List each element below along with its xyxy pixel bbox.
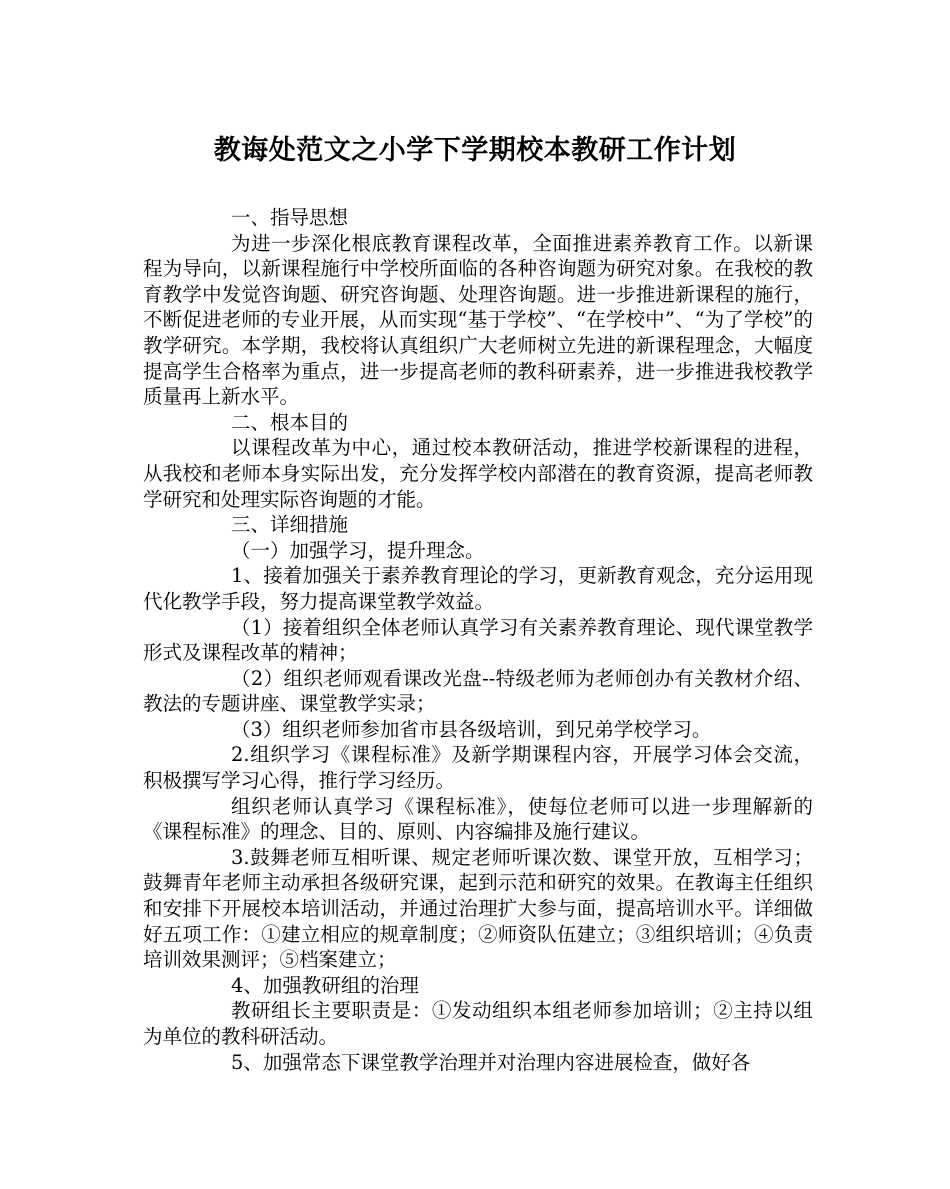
document-body	[143, 205, 813, 1075]
heading-basic-goals: 二、根本目的	[231, 410, 349, 434]
list-item: （2）组织老师观看课改光盘--特级老师为老师创办有关教材介绍、教法的专题讲座、课堂教学实录；	[143, 666, 813, 716]
paragraph: 教研组长主要职责是：①发动组织本组老师参加培训；②主持以组为单位的教科研活动。	[143, 999, 813, 1048]
subheading: 4、加强教研组的治理	[231, 973, 419, 997]
heading-specific-measures: 三、详细措施	[231, 513, 349, 537]
paragraph: 以课程改革为中心，通过校本教研活动，推进学校新课程的进程，从我校和老师本身实际出发，充分发挥学校内部潜在的教育资源，提高老师教学研究和处理实际咨询题的才能。	[143, 436, 813, 511]
document-title: 教诲处范文之小学下学期校本教研工作计划	[213, 135, 737, 166]
heading-guiding-ideology: 一、指导思想	[231, 206, 349, 229]
paragraph: 组织老师认真学习《课程标准》，使每位老师可以进一步理解新的《课程标准》的理念、目的、原则、内容编排及施行建议。	[143, 794, 813, 844]
subheading: （一）加强学习，提升理念。	[231, 538, 485, 562]
paragraph: 3.鼓舞老师互相听课、规定老师听课次数、课堂开放，互相学习；鼓舞青年老师主动承担各级研究课，起到示范和研究的效果。在教诲主任组织和安排下开展校本培训活动，并通过治理扩大参与面，提高培训水平。详细做好五项工作：①建立相应的规章制度；②师资队伍建立；③组织培训；④负责培训效果测评；⑤档案建立；	[143, 845, 813, 972]
paragraph: 5、加强常态下课堂教学治理并对治理内容进展检查，做好各	[231, 1050, 751, 1074]
list-item: （3）组织老师参加省市县各级培训，到兄弟学校学习。	[231, 717, 712, 741]
list-item: （1）接着组织全体老师认真学习有关素养教育理论、现代课堂教学形式及课程改革的精神；	[143, 615, 813, 665]
paragraph: 1、接着加强关于素养教育理论的学习，更新教育观念，充分运用现代化教学手段，努力提高课堂教学效益。	[143, 564, 813, 613]
paragraph: 2.组织学习《课程标准》及新学期课程内容，开展学习体会交流，积极撰写学习心得，推行学习经历。	[143, 743, 813, 793]
paragraph: 为进一步深化根底教育课程改革，全面推进素养教育工作。以新课程为导向，以新课程施行中学校所面临的各种咨询题为研究对象。在我校的教育教学中发觉咨询题、研究咨询题、处理咨询题。进一步推进新课程的施行，不断促进老师的专业开展，从而实现“基于学校”、“在学校中”、“为了学校”的教学研究。本学期，我校将认真组织广大老师树立先进的新课程理念，大幅度提高学生合格率为重点，进一步提高老师的教科研素养，进一步推进我校教学质量再上新水平。	[143, 231, 813, 409]
